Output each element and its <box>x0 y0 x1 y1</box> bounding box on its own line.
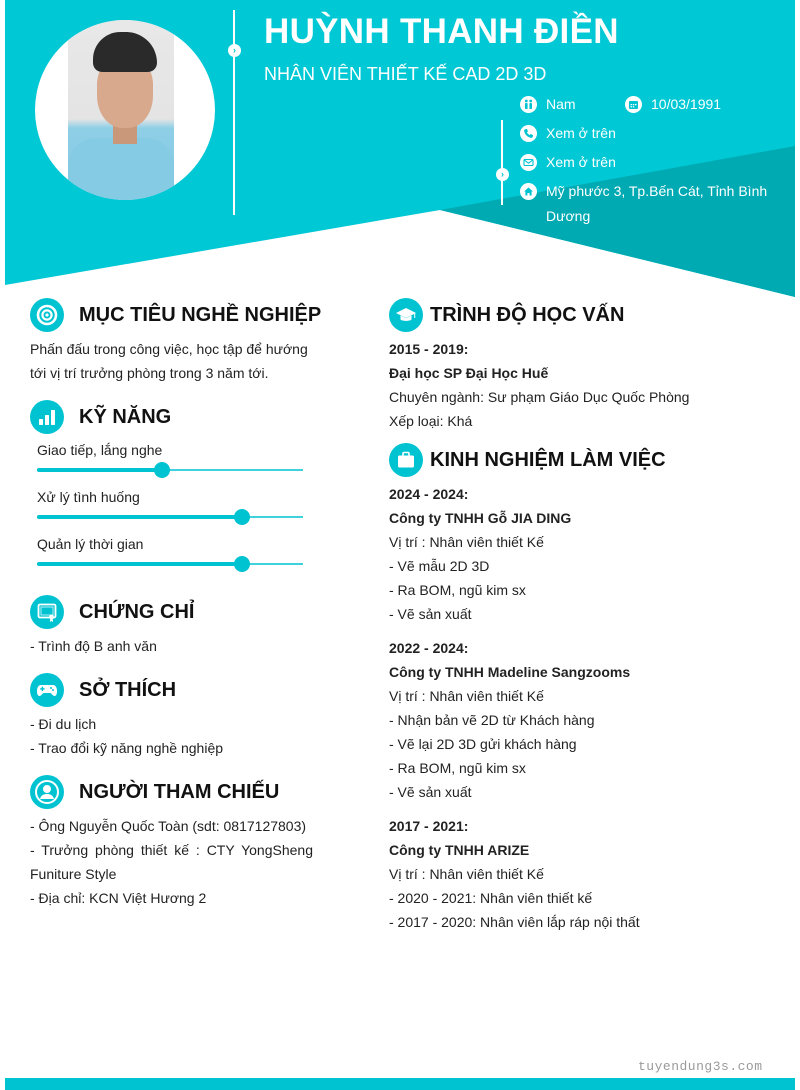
skill-label: Xử lý tình huống <box>37 489 140 505</box>
objective-text <box>30 337 313 385</box>
info-gender <box>520 96 576 117</box>
certificate-item: - Trình độ B anh văn <box>30 638 157 654</box>
section-experience-header <box>389 443 666 477</box>
email-value: Xem ở trên <box>546 154 616 170</box>
calendar-icon <box>625 96 642 113</box>
info-birthday <box>625 96 721 117</box>
avatar <box>35 20 215 200</box>
job-detail: - Vẽ lại 2D 3D gửi khách hàng <box>389 736 577 752</box>
section-hobbies-header <box>30 673 176 707</box>
address-line-1: Mỹ phước 3, Tp.Bến Cát, Tỉnh Bình <box>546 183 768 199</box>
skill-bar-fill <box>37 562 242 566</box>
objective-line-2: tới vị trí trưởng phòng trong 3 năm tới. <box>30 365 269 381</box>
section-objective-header <box>30 298 321 332</box>
education-grade: Xếp loại: Khá <box>389 413 473 429</box>
address-line-2: Dương <box>546 208 591 224</box>
job-position: Vị trí : Nhân viên thiết Kế <box>389 688 544 704</box>
job-entry <box>389 636 630 804</box>
briefcase-icon <box>389 443 423 477</box>
job-entry <box>389 482 571 626</box>
info-phone <box>520 125 616 146</box>
home-icon <box>520 183 537 200</box>
section-title: KỸ NĂNG <box>79 405 172 428</box>
section-title: SỞ THÍCH <box>79 678 177 701</box>
reference-line: - Ông Nguyễn Quốc Toàn (sdt: 0817127803) <box>30 818 307 834</box>
job-detail: - Ra BOM, ngũ kim sx <box>389 760 526 776</box>
skill-bar-fill <box>37 515 242 519</box>
section-skills-header <box>30 400 171 434</box>
section-title: TRÌNH ĐỘ HỌC VẤN <box>430 303 625 326</box>
hobby-item: - Trao đổi kỹ năng nghề nghiệp <box>30 740 224 756</box>
skill-bar-thumb <box>234 556 250 572</box>
objective-line-1: Phấn đấu trong công việc, học tập để hướng <box>30 341 308 357</box>
section-education-header <box>389 298 624 332</box>
job-company: Công ty TNHH Gỗ JIA DING <box>389 510 572 526</box>
target-icon <box>30 298 64 332</box>
address-value <box>546 179 767 229</box>
skill-label: Giao tiếp, lắng nghe <box>37 442 163 458</box>
job-period: 2017 - 2021: <box>389 818 469 834</box>
gamepad-icon <box>30 673 64 707</box>
skill-bar <box>37 563 303 565</box>
section-title: KINH NGHIỆM LÀM VIỆC <box>430 448 666 471</box>
section-certificates-header <box>30 595 194 629</box>
gender-value: Nam <box>546 96 576 112</box>
education-school: Đại học SP Đại Học Huế <box>389 365 549 381</box>
job-detail: - Vẽ sản xuất <box>389 606 472 622</box>
reference-text <box>30 814 313 910</box>
job-detail: - Vẽ sản xuất <box>389 784 472 800</box>
job-detail: - 2017 - 2020: Nhân viên lắp ráp nội thất <box>389 914 640 930</box>
candidate-name: HUỲNH THANH ĐIỀN <box>264 12 619 51</box>
watermark: tuyendung3s.com <box>638 1059 763 1074</box>
skill-bar-thumb <box>154 462 170 478</box>
timeline-line-2 <box>501 120 503 205</box>
reference-line: Funiture Style <box>30 866 117 882</box>
mail-icon <box>520 154 537 171</box>
job-period: 2024 - 2024: <box>389 486 469 502</box>
timeline-line-1 <box>233 10 235 215</box>
info-email <box>520 154 616 175</box>
job-period: 2022 - 2024: <box>389 640 469 656</box>
job-detail: - 2020 - 2021: Nhân viên thiết kế <box>389 890 593 906</box>
info-address <box>520 183 767 229</box>
section-references-header <box>30 775 279 809</box>
certificate-icon <box>30 595 64 629</box>
reference-line: - Địa chỉ: KCN Việt Hương 2 <box>30 890 207 906</box>
skill-bar-thumb <box>234 509 250 525</box>
skill-bar <box>37 469 303 471</box>
birthday-value: 10/03/1991 <box>651 96 722 112</box>
bar-chart-icon <box>30 400 64 434</box>
section-title: NGƯỜI THAM CHIẾU <box>79 780 280 803</box>
job-company: Công ty TNHH ARIZE <box>389 842 530 858</box>
skill-bar-fill <box>37 468 162 472</box>
job-detail: - Nhận bản vẽ 2D từ Khách hàng <box>389 712 595 728</box>
graduation-cap-icon <box>389 298 423 332</box>
job-detail: - Vẽ mẫu 2D 3D <box>389 558 490 574</box>
chevron-right-icon: › <box>496 168 509 181</box>
education-period: 2015 - 2019: <box>389 341 469 357</box>
job-detail: - Ra BOM, ngũ kim sx <box>389 582 526 598</box>
education-major: Chuyên ngành: Sư phạm Giáo Dục Quốc Phòng <box>389 389 690 405</box>
skill-label: Quản lý thời gian <box>37 536 144 552</box>
photo-shirt <box>68 138 174 200</box>
skill-bar <box>37 516 303 518</box>
gender-icon <box>520 96 537 113</box>
job-company: Công ty TNHH Madeline Sangzooms <box>389 664 631 680</box>
job-entry <box>389 814 640 934</box>
person-icon <box>30 775 64 809</box>
reference-line: - Trưởng phòng thiết kế : CTY YongSheng <box>30 842 313 858</box>
section-title: MỤC TIÊU NGHỀ NGHIỆP <box>79 303 322 326</box>
footer-band <box>5 1078 795 1090</box>
job-position: Vị trí : Nhân viên thiết Kế <box>389 534 544 550</box>
education-block <box>389 337 689 433</box>
section-title: CHỨNG CHỈ <box>79 600 195 623</box>
phone-value: Xem ở trên <box>546 125 616 141</box>
job-position: Vị trí : Nhân viên thiết Kế <box>389 866 544 882</box>
phone-icon <box>520 125 537 142</box>
job-title: NHÂN VIÊN THIẾT KẾ CAD 2D 3D <box>264 64 547 84</box>
chevron-right-icon: › <box>228 44 241 57</box>
hobby-item: - Đi du lịch <box>30 716 97 732</box>
